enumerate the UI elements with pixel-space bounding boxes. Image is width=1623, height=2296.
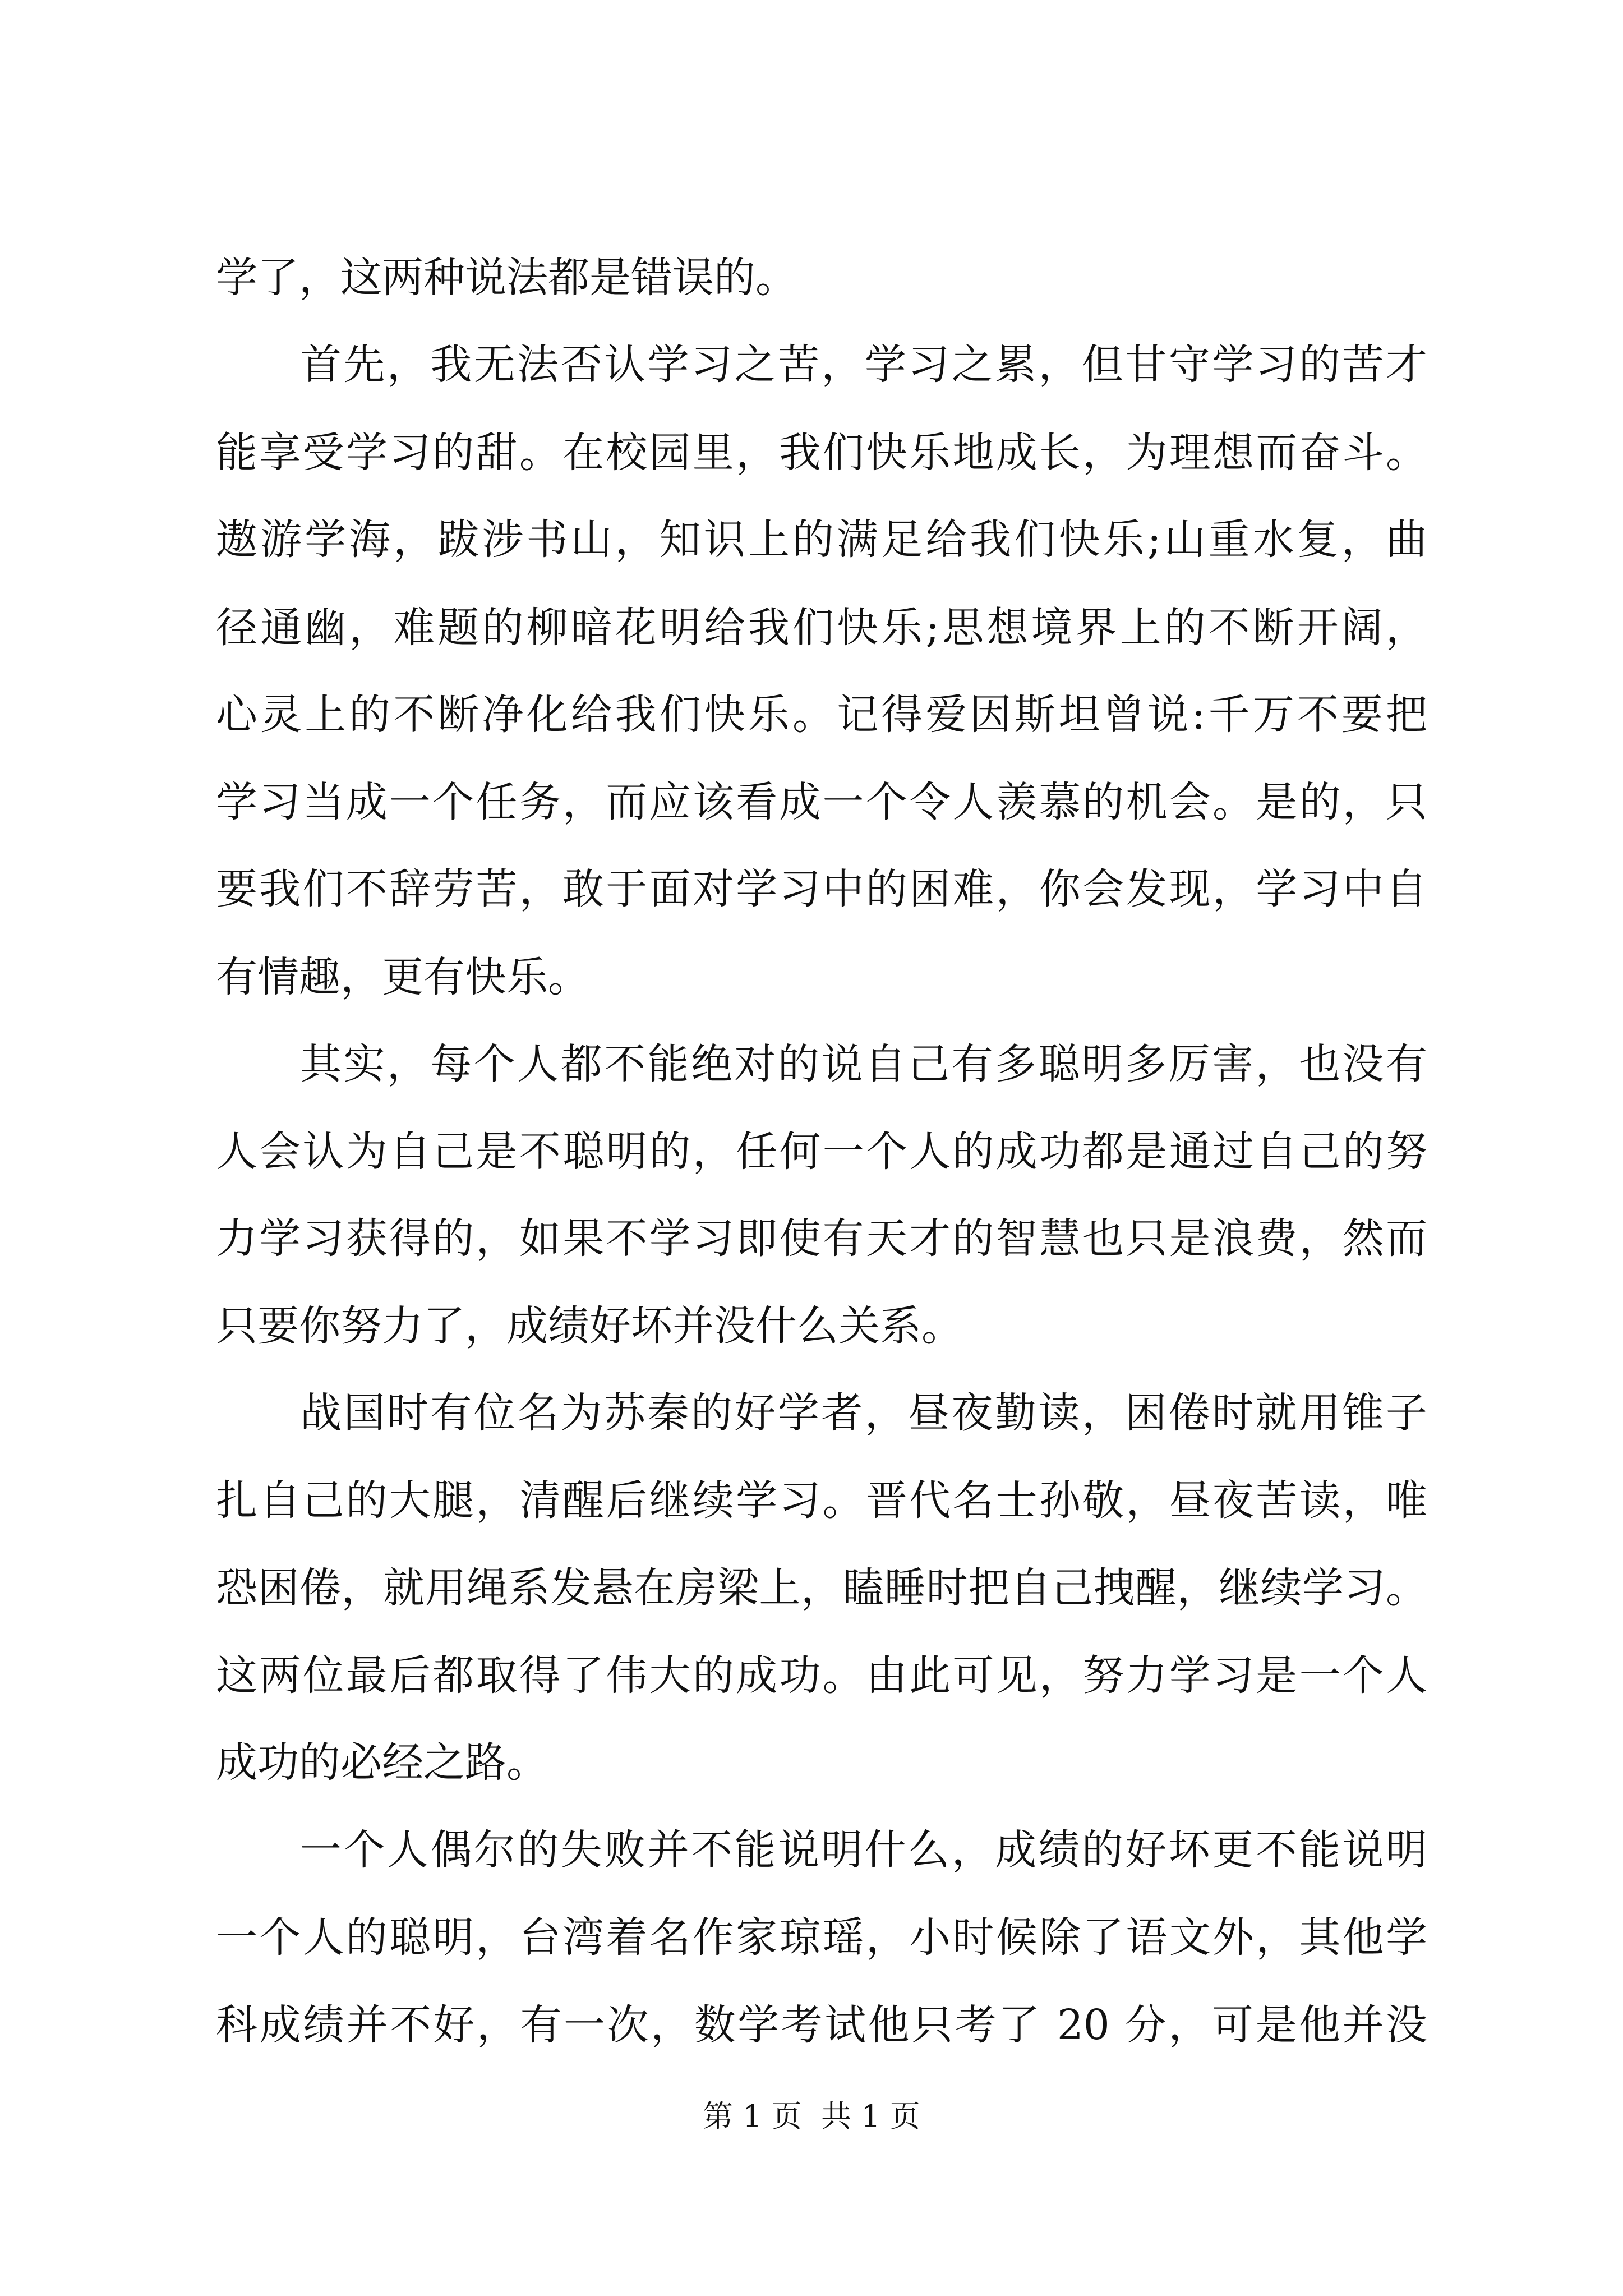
text-line: 成功的必经之路。 xyxy=(216,1738,548,1787)
text-line: 有情趣，更有快乐。 xyxy=(216,953,589,1001)
text-line: 首先，我无法否认学习之苦，学习之累，但甘守学习的苦才 xyxy=(300,341,1427,389)
text-line: 学习当成一个任务，而应该看成一个令人羡慕的机会。是的，只 xyxy=(216,778,1427,826)
text-line: 战国时有位名为苏秦的好学者，昼夜勤读，困倦时就用锥子 xyxy=(300,1389,1427,1437)
page-footer: 第 1 页 共 1 页 xyxy=(703,2099,920,2134)
text-line: 扎自己的大腿，清醒后继续学习。晋代名士孙敬，昼夜苦读，唯 xyxy=(216,1476,1427,1525)
text-line: 能享受学习的甜。在校园里，我们快乐地成长，为理想而奋斗。 xyxy=(216,429,1427,477)
text-line: 学了，这两种说法都是错误的。 xyxy=(216,254,797,302)
text-line: 一个人偶尔的失败并不能说明什么，成绩的好坏更不能说明 xyxy=(300,1826,1427,1874)
text-line: 力学习获得的，如果不学习即使有天才的智慧也只是浪费，然而 xyxy=(216,1214,1427,1263)
text-line: 一个人的聪明，台湾着名作家琼瑶，小时候除了语文外，其他学 xyxy=(216,1913,1427,1962)
text-line: 要我们不辞劳苦，敢于面对学习中的困难，你会发现，学习中自 xyxy=(216,865,1427,913)
text-line: 科成绩并不好，有一次，数学考试他只考了 20 分，可是他并没 xyxy=(216,2001,1427,2049)
text-line: 径通幽，难题的柳暗花明给我们快乐;思想境界上的不断开阔， xyxy=(216,604,1427,652)
text-line: 这两位最后都取得了伟大的成功。由此可见，努力学习是一个人 xyxy=(216,1651,1427,1700)
text-line: 其实，每个人都不能绝对的说自己有多聪明多厉害，也没有 xyxy=(300,1040,1427,1088)
text-line: 遨游学海，跋涉书山，知识上的满足给我们快乐;山重水复，曲 xyxy=(216,516,1427,564)
text-line: 只要你努力了，成绩好坏并没什么关系。 xyxy=(216,1302,963,1350)
text-line: 人会认为自己是不聪明的，任何一个人的成功都是通过自己的努 xyxy=(216,1128,1427,1176)
text-line: 心灵上的不断净化给我们快乐。记得爱因斯坦曾说:千万不要把 xyxy=(216,691,1427,739)
text-line: 恐困倦，就用绳系发悬在房梁上，瞌睡时把自己拽醒，继续学习。 xyxy=(216,1564,1427,1612)
